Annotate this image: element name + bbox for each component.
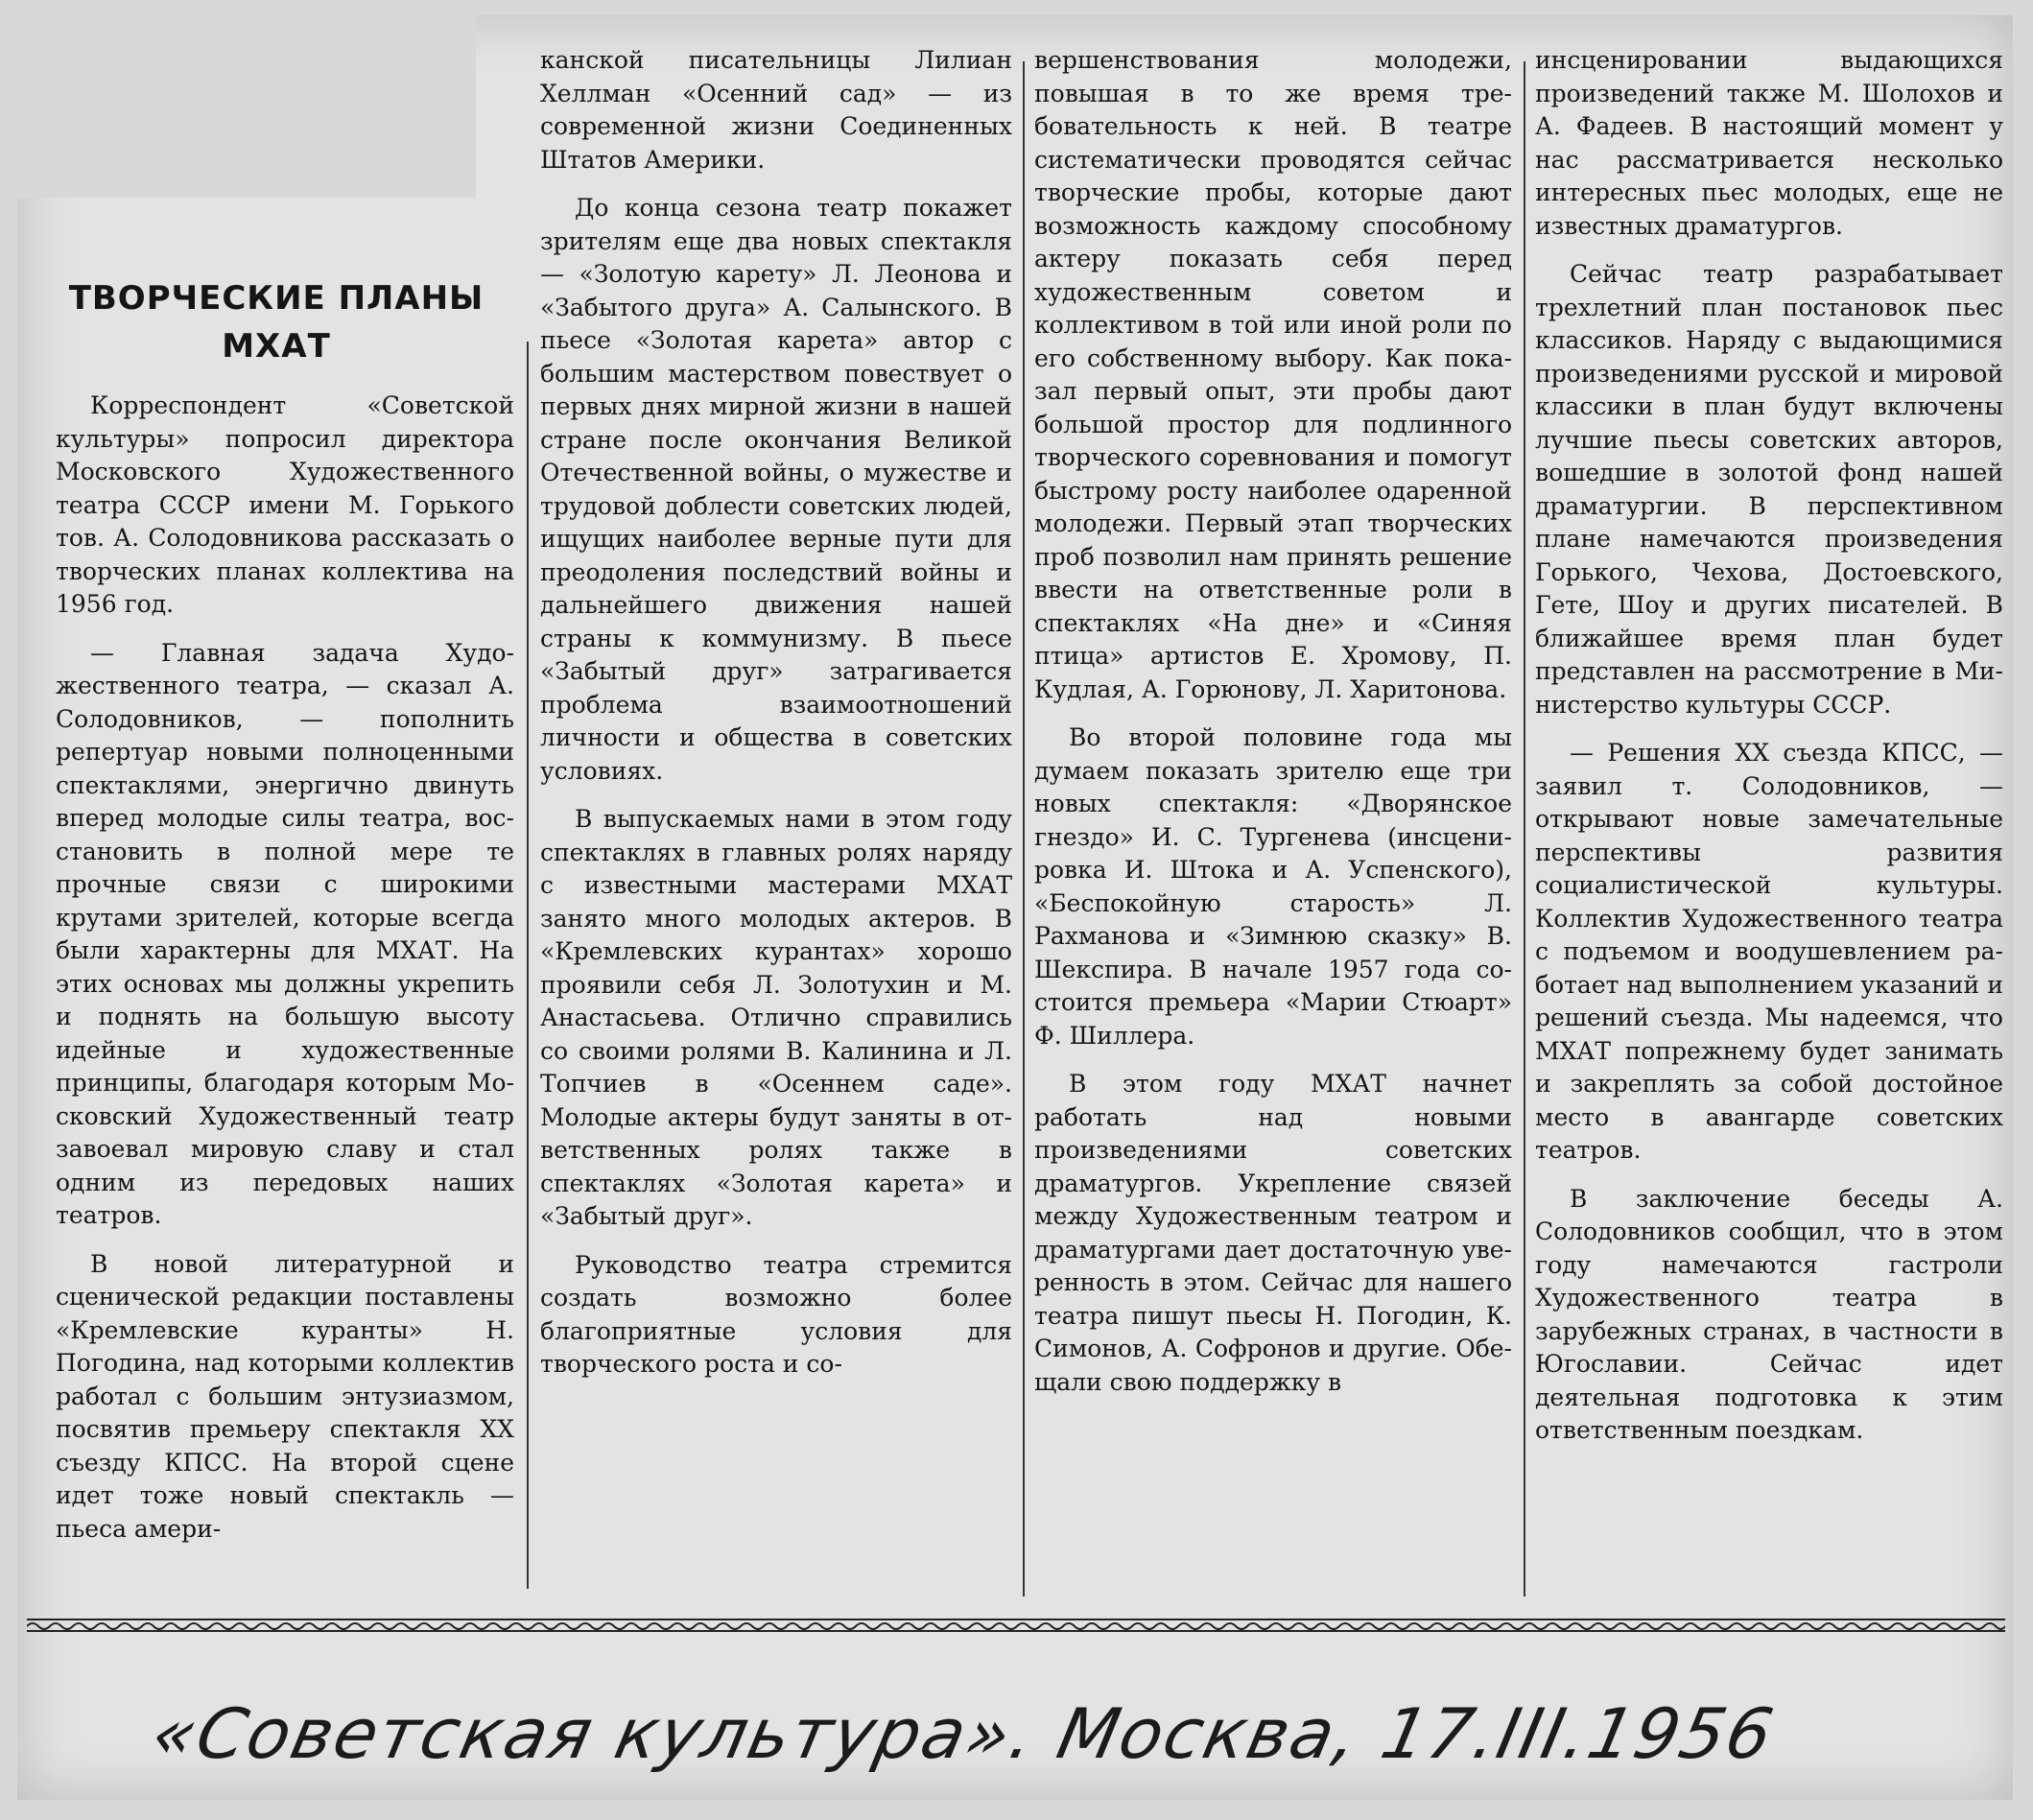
column-4 bbox=[1535, 44, 2003, 1463]
column-rule bbox=[1524, 61, 1525, 1596]
paragraph: До конца сезона театр покажет зрителям еще два новых спектакля — «Золотую карету» Л. Леонова и «Забытого друга» А. Салынского. В пьесе «Золотая карета» автор с большим мастерством повествует о первых днях мирной жизни в нашей стране после окончания Великой Отечественной войны, о мужестве и трудовой доблести советских людей, ищущих наиболее верные пути для преодоления последствий войны и дальнейшего движения нашей страны к коммунизму. В пьесе «Забытый друг» затрагивается проблема взаимоотношений личности и общества в советских условиях. bbox=[540, 194, 1012, 785]
column-1 bbox=[56, 390, 514, 1561]
paragraph: Сейчас театр разрабатывает трехлетний план постановок пьес классиков. Наряду с выдающимися произведениями русской и мировой классики в план будут включены лучшие пьесы советских авторов, вошедшие в золотой фонд нашей драматургии. В перспективном плане намечаются произведения Горького, Чехова, Достоевского, Гете, Шоу и других писателей. В ближайшее время план будет представлен на рассмотрение в Министерство культуры СССР. bbox=[1535, 260, 2003, 719]
paragraph: вершенствования молодежи, повышая в то же время требовательность к ней. В театре систематически проводятся сейчас творческие пробы, которые дают возможность каждому способному актеру показать себя перед художественным советом и коллективом в той или иной роли по его собственному выбору. Как показал первый опыт, эти пробы дают большой простор для подлинного творческого соревнования и помогут быстрому росту наиболее одаренной молодежи. Первый этап творческих проб позволил нам принять решение ввести на ответственные роли в спектаклях «На дне» и «Синяя птица» артистов Е. Хромову, П. Кудлая, А. Горюнову, Л. Харитонова. bbox=[1034, 46, 1512, 703]
paragraph: — Решения XX съезда КПСС, — заявил т. Солодовников, — открывают новые замечательные перспективы развития социалистической культуры. Коллектив Художественного театра с подъемом и воодушевлением работает над выполнением указаний и решений съезда. Мы надеемся, что МХАТ попрежнему будет занимать и закреплять за собой достойное место в авангарде советских театров. bbox=[1535, 739, 2003, 1164]
headline-line-2: МХАТ bbox=[222, 327, 331, 366]
paragraph: В этом году МХАТ начнет работать над новыми произведениями советских драматургов. Укрепление связей между Художественным театром и драматургами дает достаточную уверенность в этом. Сейчас для нашего театра пишут пьесы Н. Погодин, К. Симонов, А. Софронов и другие. Обещали свою поддержку в bbox=[1034, 1070, 1512, 1396]
paragraph: канской писательницы Лилиан Хеллман «Осенний сад» — из современной жизни Соединенных Штатов Америки. bbox=[540, 46, 1012, 174]
headline bbox=[65, 274, 487, 370]
paragraph: Руководство театра стремится создать возможно более благоприятные условия для творческого роста и со- bbox=[540, 1250, 1012, 1378]
paragraph: В новой литературной и сценической редакции поставлены «Кремлевские куранты» Н. Погодина, над которыми коллектив работал с большим энтузиазмом, посвятив премьеру спектакля XX съезду КПСС. На второй сцене идет тоже новый спектакль — пьеса амери- bbox=[56, 1249, 514, 1543]
paragraph: В выпускаемых нами в этом году спектаклях в главных ролях наряду с известными мастерами МХАТ занято много молодых актеров. В «Кремлевских курантах» хорошо проявили себя Л. Золотухин и М. Анастасьева. Отлично справились со своими ролями В. Калинина и Л. Топчиев в «Осеннем саде». Молодые актеры будут заняты в ответственных ролях также в спектаклях «Золотая карета» и «Забытый друг». bbox=[540, 805, 1012, 1230]
column-3 bbox=[1034, 44, 1512, 1414]
wavy-divider bbox=[27, 1618, 2005, 1633]
column-rule bbox=[527, 342, 529, 1589]
headline-line-1: ТВОРЧЕСКИЕ ПЛАНЫ bbox=[68, 279, 485, 318]
paragraph: Во второй половине года мы думаем показать зрителю еще три новых спектакля: «Дворянское гнездо» И. С. Тургенева (инсценировка И. Штока и А. Успенского), «Беспокойную старость» Л. Рахманова и «Зимнюю сказку» В. Шекспира. В начале 1957 года состоится премьера «Марии Стюарт» Ф. Шиллера. bbox=[1034, 723, 1512, 1050]
paragraph: инсценировании выдающихся произведений также М. Шолохов и А. Фадеев. В настоящий момент у нас рассматривается несколько интересных пьес молодых, еще не известных драматургов. bbox=[1535, 46, 2003, 240]
paragraph: — Главная задача Художественного театра, — сказал А. Солодовников, — пополнить репертуар новыми полноценными спектаклями, энергично двинуть вперед молодые силы театра, восстановить в полной мере те прочные связи с широкими крутами зрителей, которые всегда были характерны для МХАТ. На этих основах мы должны укрепить и поднять на большую высоту идейные и художественные принципы, благодаря которым Московский Художественный театр завоевал мировую славу и стал одним из передовых наших театров. bbox=[56, 638, 514, 1229]
article bbox=[17, 15, 2013, 1608]
column-rule bbox=[1023, 61, 1025, 1596]
handwritten-source-note: «Советская культура». Москва, 17.III.1956 bbox=[145, 1693, 1782, 1774]
paragraph: В заключение беседы А. Солодовников сообщил, что в этом году намечаются гастроли Художественного театра в зарубежных странах, в частности в Югославии. Сейчас идет деятельная подготовка к этим ответственным поездкам. bbox=[1535, 1184, 2003, 1444]
column-2 bbox=[540, 44, 1012, 1397]
paragraph: Корреспондент «Советской культуры» попросил директора Московского Художественного театра СССР имени М. Горького тов. А. Солодовникова рассказать о творческих планах коллектива на 1956 год. bbox=[56, 391, 514, 618]
